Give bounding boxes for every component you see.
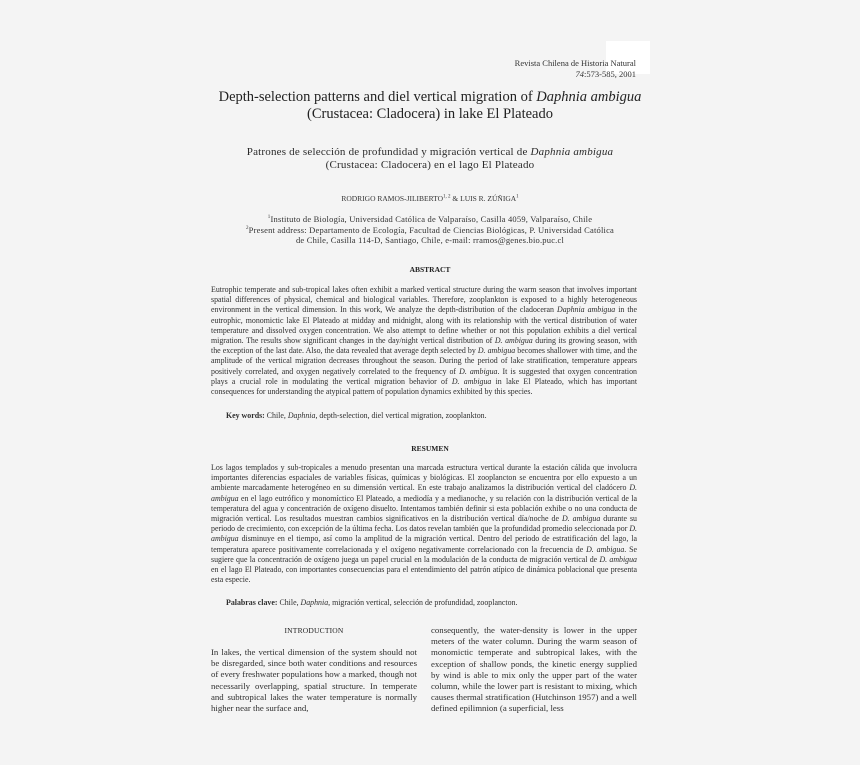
abstract-text	[211, 285, 637, 397]
resumen-text	[211, 463, 637, 585]
spanish-title-line-2: (Crustacea: Cladocera) en el lago El Plateado	[325, 159, 535, 171]
species-name: D. ambigua	[211, 524, 637, 544]
journal-volume: 74	[575, 69, 585, 79]
journal-pages-year: :573-585, 2001	[584, 69, 636, 79]
affiliation-2	[190, 225, 670, 236]
affiliation-1	[190, 214, 670, 225]
author-separator: &	[450, 194, 461, 203]
palabras-genus: Daphnia	[300, 598, 329, 607]
title-species: Daphnia ambigua	[536, 89, 642, 105]
author-2-affil: 1	[516, 194, 519, 200]
spanish-title-species: Daphnia ambigua	[530, 146, 614, 158]
title-line-2: (Crustacea: Cladocera) in lake El Plateado	[307, 106, 553, 122]
species-name: D. ambigua	[211, 483, 637, 503]
resumen-part: en el lago El Plateado, con importantes consecuencias para el entendimiento del patrón atípico de dinámica poblacional que presenta esta especie.	[211, 565, 637, 585]
palabras-label: Palabras clave:	[226, 598, 278, 607]
palabras-text: Chile,	[277, 598, 301, 607]
author-1: RODRIGO RAMOS-JILIBERTO	[341, 194, 444, 203]
introduction-right-column: consequently, the water-density is lower in the upper meters of the water column. During the warm season of monomictic temperate and subtropical lakes, with the exception of shallow ponds, the kinetic energy supplied by wind is able to mix only the upper part of the water column, while the lower part is resistant to mixing, which causes thermal stratification (Hutchinson 1957) and a well defined epilimnion (a superficial, less	[431, 625, 637, 714]
spanish-title	[170, 146, 690, 172]
resumen-part: . Se sugiere que la concentración de oxígeno juega un papel crucial en la modulación de la conducta de migración vertical de	[211, 544, 638, 564]
author-2: LUIS R. ZÚÑIGA	[460, 194, 517, 203]
species-name: D. ambigua	[459, 366, 498, 376]
paper-title	[150, 89, 710, 123]
authors	[150, 194, 710, 203]
affiliation-1-text: Instituto de Biología, Universidad Católica de Valparaíso, Casilla 4059, Valparaíso, Chile	[270, 214, 593, 224]
species-name: Daphnia ambigua	[557, 305, 616, 315]
journal-header	[515, 58, 636, 80]
species-name: D. ambigua	[494, 336, 533, 346]
species-name: D. ambigua	[599, 554, 637, 564]
author-1-affil: 1, 2	[443, 194, 451, 200]
resumen-heading: RESUMEN	[411, 444, 449, 453]
species-name: D. ambigua	[561, 514, 601, 524]
resumen-part: Los lagos templados y sub-tropicales a menudo presentan una marcada estructura vertical durante la estación cálida que involucra importantes diferencias espaciales de variables físicas, químicas y biológicas. El zooplancton se encuentra por ello expuesto a un ambiente marcadamente heterogéneo en su dimensión vertical. En este trabajo analizamos la distribución vertical del cladócero	[211, 463, 637, 493]
spanish-title-line-1	[170, 146, 690, 159]
keywords-text: , depth-selection, diel vertical migration, zooplankton.	[315, 411, 487, 420]
species-name: D. ambigua	[477, 346, 516, 356]
resumen-part: disminuye en el tiempo, así como la amplitud de la migración vertical. Dentro del periodo de estratificación del lago, la temperatura aparece positivamente correlacionada y el oxígeno negativamente correlacionado con la frecuencia de	[211, 534, 637, 554]
keywords	[226, 411, 638, 420]
palabras-clave	[226, 598, 638, 607]
journal-volume-line	[515, 69, 636, 80]
affiliation-2-cont: de Chile, Casilla 114-D, Santiago, Chile, e-mail: rramos@genes.bio.puc.cl	[295, 235, 565, 245]
abstract-part: during its growing season, with the exception of the last date. Also, the data revealed that average depth selected by	[211, 336, 637, 356]
keywords-text: Chile,	[264, 411, 288, 420]
abstract-part: . It is suggested that oxygen concentration plays a crucial role in modulating the vertical migration behavior of	[211, 366, 637, 386]
spanish-title-text: Patrones de selección de profundidad y migración vertical de	[246, 146, 531, 158]
abstract-part: in lake El Plateado, which has important consequences for understanding the atypical pattern of population dynamics exhibited by this species.	[211, 376, 638, 397]
abstract-part: becomes shallower with time, and the amplitude of the vertical migration decreases throughout the season. During the period of lake stratification, temperature appears positively correlated, and oxygen negatively correlated to the frequency of	[211, 346, 637, 376]
affiliation-2-mark: 2	[245, 225, 249, 231]
abstract-part: Eutrophic temperate and sub-tropical lakes often exhibit a marked vertical structure during the warm season that involves important spatial differences of physical, chemical and biological variables. Therefore, zooplankton is exposed to a highly heterogeneous environment in the vertical dimension. In this work, We analyze the depth-distribution of the cladoceran	[211, 285, 637, 315]
affiliation-2-text: Present address: Departamento de Ecología, Facultad de Ciencias Biológicas, P. Universidad Católica	[248, 224, 615, 235]
keywords-genus: Daphnia	[287, 411, 316, 420]
keywords-label: Key words:	[226, 411, 265, 420]
resumen-part: durante su periodo de crecimiento, con excepción de la última fecha. Los datos revelan también que la profundidad promedio seleccionada por	[211, 514, 638, 534]
title-line-1	[150, 89, 710, 106]
journal-name: Revista Chilena de Historia Natural	[514, 58, 636, 68]
introduction-left-column: In lakes, the vertical dimension of the system should not be disregarded, since both water conditions and resources of every freshwater populations how a marked, though not necessarily overlapping, spatial structure. In temperate and subtropical lakes the water temperature is normally higher near the surface and,	[211, 647, 417, 714]
resumen-part: en el lago eutrófico y monomíctico El Plateado, a mediodía y a medianoche, y su relación con la distribución vertical de la temperatura del agua y concentración de oxígeno disuelto. Intentamos también definir si esta población exhibe o no una conducta de migración vertical. Los resultados muestran cambios significativos en la distribución vertical día/noche de	[211, 493, 637, 524]
species-name: D. ambigua	[586, 544, 625, 554]
abstract-part: in the eutrophic, monomictic lake El Plateado at midday and midnight, along with its relationship with the vertical distribution of water temperature and dissolved oxygen concentration. We also attempt to define whether or not this population exhibits a diel vertical migration. The results show significant changes in the day/night vertical distribution of	[211, 305, 637, 346]
species-name: D. ambigua	[451, 376, 492, 386]
affiliation-1-mark: 1	[267, 215, 271, 221]
affiliations	[190, 214, 670, 246]
abstract-heading: ABSTRACT	[409, 265, 451, 274]
introduction-heading: INTRODUCTION	[284, 626, 344, 635]
palabras-text: , migración vertical, selección de profundidad, zooplancton.	[328, 598, 518, 607]
title-text: Depth-selection patterns and diel vertical migration of	[218, 89, 537, 105]
